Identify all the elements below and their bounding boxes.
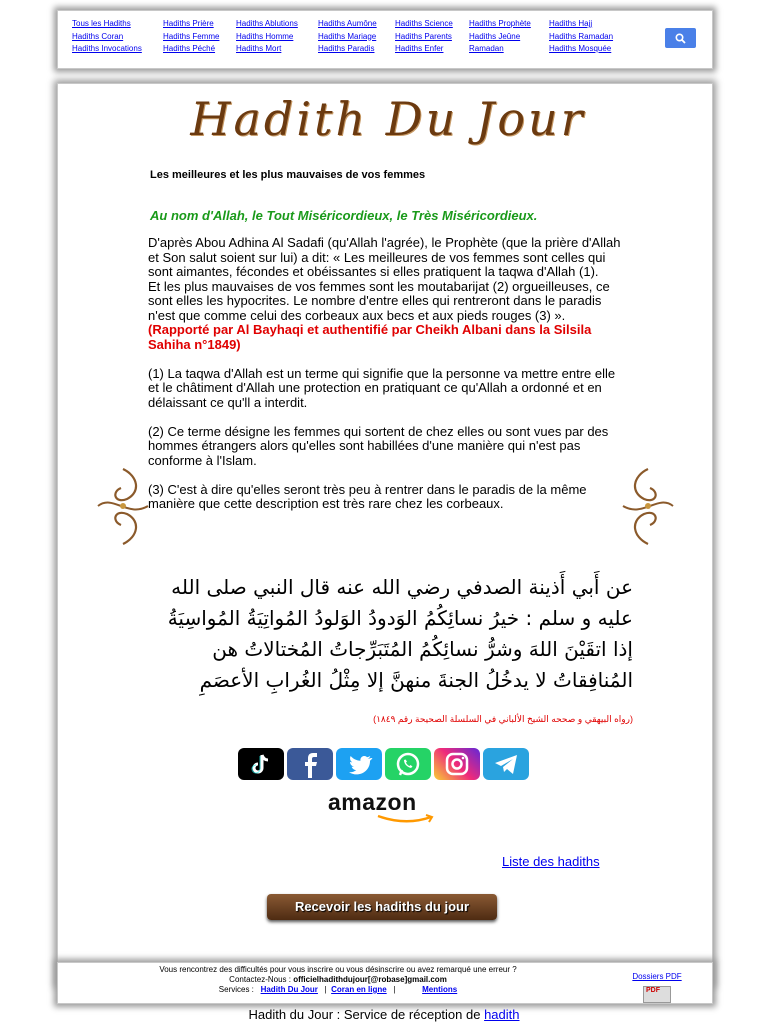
nav-link-hadiths-mariage[interactable]: Hadiths Mariage <box>318 31 377 41</box>
whatsapp-icon[interactable] <box>385 748 431 780</box>
footer-services: Services : Hadith Du Jour | Coran en ligne | Mentions <box>218 985 458 994</box>
services-label: Services : <box>218 985 254 994</box>
footer-text <box>58 965 618 995</box>
tagline-text: Hadith du Jour : Service de réception de <box>248 1007 485 1022</box>
left-ornament-icon <box>93 464 153 549</box>
note-2: (2) Ce terme désigne les femmes qui sortent de chez elles ou sont vues par des hommes étrangers alors qu'elles sont habillées d'une manière qui n'est pas conforme à l'Islam. <box>148 423 609 468</box>
hadith-paragraph-1: D'après Abou Adhina Al Sadafi (qu'Allah l'agrée), le Prophète (que la prière d'Allah et Son salut soient sur lui) a dit: « Les meilleures de vos femmes sont celles qui sont aimantes, fécondes et obéissantes si elles pratiquent la taqwa d'Allah (1). <box>148 235 621 279</box>
bottom-tagline <box>0 1007 768 1022</box>
nav-link-hadiths-parents[interactable]: Hadiths Parents <box>395 31 452 41</box>
pdf-icon-label: PDF <box>646 987 660 994</box>
telegram-icon[interactable] <box>483 748 529 780</box>
right-ornament-icon <box>618 464 678 549</box>
instagram-icon[interactable] <box>434 748 480 780</box>
nav-link-hadiths-invocations[interactable]: Hadiths Invocations <box>72 44 142 53</box>
nav-link-hadiths-science[interactable]: Hadiths Science <box>395 19 453 28</box>
facebook-icon[interactable] <box>287 748 333 780</box>
main-content <box>57 83 713 985</box>
nav-link-ramadan[interactable]: Ramadan <box>469 44 504 53</box>
category-links <box>72 18 619 56</box>
footer <box>57 962 713 1004</box>
nav-link-hadiths-jeûne[interactable]: Hadiths Jeûne <box>469 31 521 41</box>
liste-hadiths-link[interactable]: Liste des hadiths <box>502 854 600 869</box>
contact-email: officielhadithdujour[@robase]gmail.com <box>293 975 447 984</box>
nav-link-hadiths-femme[interactable]: Hadiths Femme <box>163 31 220 41</box>
receive-hadiths-button[interactable]: Recevoir les hadiths du jour <box>267 894 497 920</box>
site-logo: Hadith Du Jour <box>190 92 586 146</box>
amazon-logo[interactable] <box>328 789 417 816</box>
nav-link-hadiths-aumône[interactable]: Hadiths Aumône <box>318 19 377 28</box>
amazon-smile-icon <box>376 814 436 824</box>
search-icon <box>675 33 686 44</box>
pdf-icon[interactable] <box>643 986 671 1003</box>
nav-link-hadiths-homme[interactable]: Hadiths Homme <box>236 31 294 41</box>
nav-link-hadiths-ramadan[interactable]: Hadiths Ramadan <box>549 31 614 41</box>
nav-link-hadiths-prophète[interactable]: Hadiths Prophète <box>469 19 531 28</box>
social-links <box>238 748 529 780</box>
nav-link-hadiths-prière[interactable]: Hadiths Prière <box>163 19 214 28</box>
note-3: (3) C'est à dire qu'elles seront très peu à rentrer dans le paradis de la même manière que cette description est très rare chez les corbeaux. <box>148 481 587 511</box>
hadith-title: Les meilleures et les plus mauvaises de vos femmes <box>150 169 426 181</box>
nav-link-hadiths-ablutions[interactable]: Hadiths Ablutions <box>236 19 298 28</box>
nav-link-hadiths-hajj[interactable]: Hadiths Hajj <box>549 19 593 28</box>
amazon-wordmark: amazon <box>328 789 417 815</box>
contact-label: Contactez-Nous : <box>229 975 291 984</box>
arabic-hadith: عن أَبي أَذينة الصدفي رضي الله عنه قال النبي صلى الله عليه و سلم : خيرُ نسائِكُمُ الوَدودُ الوَلودُ المُواتِيَةُ المُواسِيَةُ إذا اتقَيْنَ اللهَ وشرُّ نسائِكُمُ المُتَبَرِّجاتُ المُختالاتُ هن المُنافِقاتُ لا يدخُلُ الجنةَ منهنَّ إلا مِثْلُ الغُرابِ الأعصَمِ <box>167 575 633 692</box>
service-coran-link[interactable]: Coran en ligne <box>331 985 387 994</box>
pdf-folder-link[interactable]: Dossiers PDF <box>632 972 682 981</box>
tiktok-icon[interactable] <box>238 748 284 780</box>
nav-link-hadiths-coran[interactable]: Hadiths Coran <box>72 31 124 41</box>
hadith-paragraph-2: Et les plus mauvaises de vos femmes sont les moutabarijat (2) orgueilleuses, ce sont elles les hypocrites. Le nombre d'entre elles qui rentreront dans le paradis n'est que comme celui des corbeaux aux becs et aux pieds rouges (3) ». <box>148 278 610 323</box>
nav-link-hadiths-enfer[interactable]: Hadiths Enfer <box>395 44 444 53</box>
nav-link-hadiths-mort[interactable]: Hadiths Mort <box>236 44 282 53</box>
footer-contact <box>58 975 618 985</box>
service-hadith-du-jour-link[interactable]: Hadith Du Jour <box>260 985 318 994</box>
arabic-source: (رواه البيهقي و صححه الشيخ الألباني في السلسلة الصحيحة رقم ١٨٤٩) <box>373 714 633 724</box>
nav-link-hadiths-péché[interactable]: Hadiths Péché <box>163 44 216 53</box>
note-1: (1) La taqwa d'Allah est un terme qui signifie que la personne va mettre entre elle et le châtiment d'Allah une protection en pratiquant ce qu'Allah a ordonné et en délaissant ce qu'll a interdit. <box>148 365 616 410</box>
hadith-source: (Rapporté par Al Bayhaqi et authentifié par Cheikh Albani dans la Silsila Sahiha n°1849) <box>148 322 592 352</box>
twitter-icon[interactable] <box>336 748 382 780</box>
search-button[interactable] <box>665 28 696 48</box>
hadith-text <box>148 236 628 512</box>
nav-link-hadiths-mosquée[interactable]: Hadiths Mosquée <box>549 44 612 53</box>
top-navigation <box>57 10 713 69</box>
footer-problem-text: Vous rencontrez des difficultés pour vous inscrire ou vous désinscrire ou avez remarqué une erreur ? <box>159 965 517 974</box>
service-mentions-link[interactable]: Mentions <box>422 985 458 994</box>
nav-link-tous-les-hadiths[interactable]: Tous les Hadiths <box>72 19 131 28</box>
pdf-folder <box>621 966 693 1003</box>
nav-link-hadiths-paradis[interactable]: Hadiths Paradis <box>318 44 375 53</box>
tagline-hadith-link[interactable]: hadith <box>484 1007 520 1022</box>
bismillah: Au nom d'Allah, le Tout Miséricordieux, le Très Miséricordieux. <box>150 208 538 223</box>
